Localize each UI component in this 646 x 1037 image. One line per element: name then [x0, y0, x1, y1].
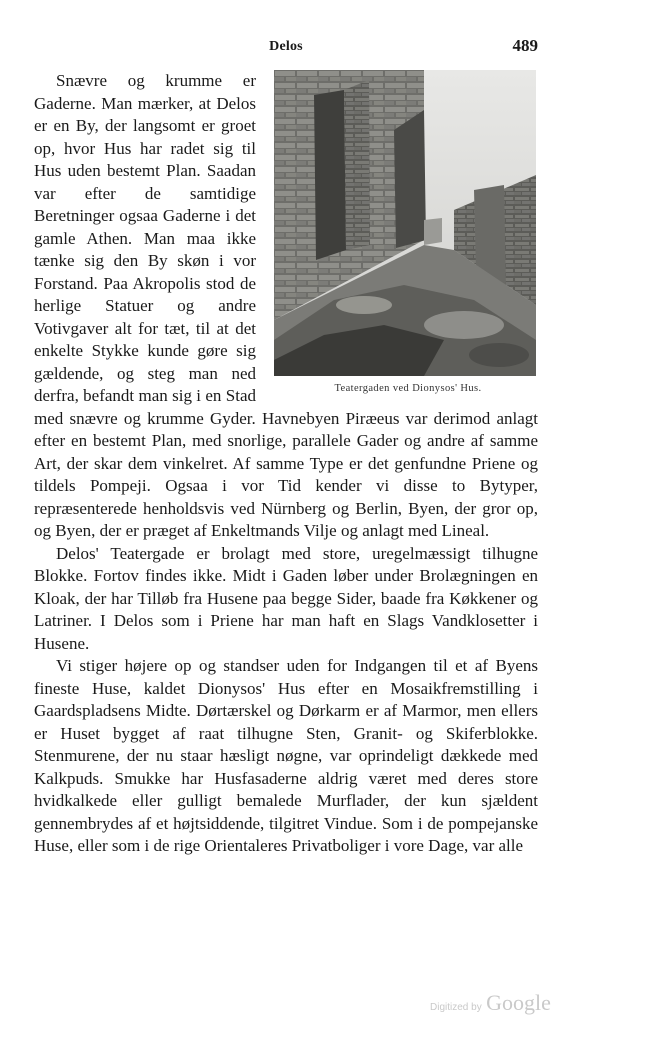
body-text [34, 70, 538, 858]
digitized-watermark [430, 990, 551, 1016]
figure [270, 70, 538, 401]
street-photo [274, 70, 536, 376]
figure-caption: Teatergaden ved Dionysos' Hus. [334, 383, 482, 394]
paragraph: Vi stiger højere op og standser uden for Indgangen til et af Byens fineste Huse, kaldet Dionysos' Hus efter en Mosaikfremstilling i Gaardspladsens Midte. Dørtærskel og Dørkarm er af Marmor, men ellers er Huset bygget af raat tilhugne Sten, Granit- og Skiferblokke. Stenmurene, der nu staar hæsligt nøgne, var oprindeligt dækkede med Kalkpuds. Smukke har Husfasaderne aldrig været med deres store hvidkalkede eller gulligt bemalede Murflader, der kun sjældent gennembrydes af et højtsiddende, tilgitret Vindue. Som i de pompejanske Huse, eller som i de rige Orientaleres Privatboliger i vore Dage, var alle [34, 656, 538, 855]
street-ruins-image [274, 70, 536, 376]
page-number: 489 [512, 36, 538, 55]
google-logo: Google [486, 990, 551, 1015]
page-header [34, 36, 538, 60]
paragraph: Snævre og krumme er Gaderne. Man mærker, at Delos er en By, der langsomt er groet op, hvor Hus har radet sig til Hus uden bestemt Plan. Saadan var efter de samtidige Beretninger ogsaa Gaderne i det gamle Athen. Man maa ikke tænke sig den By skøn i vor Forstand. Paa Akropolis stod de herlige Statuer og andre Votivgaver alt for tæt, til at det enkelte Stykke kunde gøre sig gældende, og steg man ned derfra, befandt man sig i en Stad med snævre og krumme Gyder. Havnebyen Piræeus var derimod anlagt efter en bestemt Plan, med snorlige, parallele Gader og andre af samme Art, der skar dem vinkelret. Af samme Type er det genfundne Priene og tildels Pompeji. Ogsaa i vor Tid kender vi disse to Bytyper, repræsenterede henholdsvis ved Nürnberg og Berlin, Byen, der gror op, og Byen, der er præget af Enkeltmands Vilje og anlagt med Lineal. [34, 71, 538, 540]
watermark-small-text: Digitized by [430, 1002, 482, 1013]
running-title: Delos [269, 39, 303, 54]
paragraph: Delos' Teatergade er brolagt med store, uregelmæssigt tilhugne Blokke. Fortov findes ikke. Midt i Gaden løber under Brolægningen en Kloak, der har Tilløb fra Husene paa begge Sider, baade fra Køkkener og Latriner. I Delos som i Priene har man haft en Slags Vandklosetter i Husene. [34, 543, 538, 653]
